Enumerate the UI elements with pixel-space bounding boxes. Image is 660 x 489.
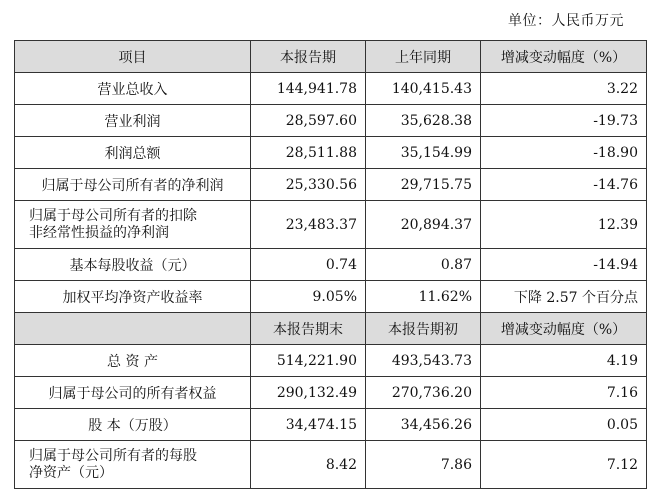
- row-change: -19.73: [481, 105, 647, 137]
- table-row: [15, 409, 647, 441]
- row-current: 34,474.15: [251, 409, 366, 441]
- row-label: 加权平均净资产收益率: [15, 281, 251, 313]
- row-label: 总 资 产: [15, 345, 251, 377]
- row-change: 下降 2.57 个百分点: [481, 281, 647, 313]
- row-current: 0.74: [251, 249, 366, 281]
- row-label-line2: 净资产（元）: [29, 464, 113, 481]
- row-label: 归属于母公司的所有者权益: [15, 377, 251, 409]
- unit-note: 单位：人民币万元: [508, 13, 624, 29]
- row-prior: 35,154.99: [366, 137, 481, 169]
- row-label-line2: 非经常性损益的净利润: [29, 224, 169, 241]
- row-change: 7.12: [481, 441, 647, 489]
- row-label: 营业利润: [15, 105, 251, 137]
- row-prior: 34,456.26: [366, 409, 481, 441]
- row-label: [15, 201, 251, 249]
- row-current: 23,483.37: [251, 201, 366, 249]
- table-row: [15, 105, 647, 137]
- table-row: [15, 137, 647, 169]
- row-current: 8.42: [251, 441, 366, 489]
- row-change: -18.90: [481, 137, 647, 169]
- header-prior-period: 上年同期: [366, 41, 481, 73]
- table-row: [15, 441, 647, 489]
- header-current-period: 本报告期: [251, 41, 366, 73]
- row-change: 7.16: [481, 377, 647, 409]
- row-label: 归属于母公司所有者的净利润: [15, 169, 251, 201]
- row-prior: 140,415.43: [366, 73, 481, 105]
- row-change: 3.22: [481, 73, 647, 105]
- row-label: [15, 441, 251, 489]
- row-current: 9.05%: [251, 281, 366, 313]
- subheader-change-pct: 增减变动幅度（%）: [481, 313, 647, 345]
- row-label-line1: 归属于母公司所有者的扣除: [29, 207, 197, 224]
- row-current: 514,221.90: [251, 345, 366, 377]
- row-current: 290,132.49: [251, 377, 366, 409]
- header-item: 项目: [15, 41, 251, 73]
- table-row: [15, 377, 647, 409]
- row-prior: 35,628.38: [366, 105, 481, 137]
- subheader-period-start: 本报告期初: [366, 313, 481, 345]
- row-change: -14.76: [481, 169, 647, 201]
- row-current: 28,597.60: [251, 105, 366, 137]
- row-change: -14.94: [481, 249, 647, 281]
- row-prior: 29,715.75: [366, 169, 481, 201]
- table-row: [15, 249, 647, 281]
- row-label: 利润总额: [15, 137, 251, 169]
- row-change: 12.39: [481, 201, 647, 249]
- row-prior: 7.86: [366, 441, 481, 489]
- row-label-line1: 归属于母公司所有者的每股: [29, 447, 197, 464]
- row-prior: 20,894.37: [366, 201, 481, 249]
- table-row: [15, 73, 647, 105]
- financial-summary-table: [14, 40, 647, 489]
- row-prior: 493,543.73: [366, 345, 481, 377]
- row-label: 股 本（万股）: [15, 409, 251, 441]
- table-row: [15, 345, 647, 377]
- table-row: [15, 201, 647, 249]
- row-prior: 270,736.20: [366, 377, 481, 409]
- row-label: 营业总收入: [15, 73, 251, 105]
- table-row: [15, 169, 647, 201]
- row-prior: 11.62%: [366, 281, 481, 313]
- row-prior: 0.87: [366, 249, 481, 281]
- row-change: 0.05: [481, 409, 647, 441]
- row-current: 144,941.78: [251, 73, 366, 105]
- row-current: 28,511.88: [251, 137, 366, 169]
- subheader-blank: [15, 313, 251, 345]
- table-row: [15, 281, 647, 313]
- table-header-row: [15, 41, 647, 73]
- table-subheader-row: [15, 313, 647, 345]
- header-change-pct: 增减变动幅度（%）: [481, 41, 647, 73]
- row-label: 基本每股收益（元）: [15, 249, 251, 281]
- subheader-period-end: 本报告期末: [251, 313, 366, 345]
- row-current: 25,330.56: [251, 169, 366, 201]
- row-change: 4.19: [481, 345, 647, 377]
